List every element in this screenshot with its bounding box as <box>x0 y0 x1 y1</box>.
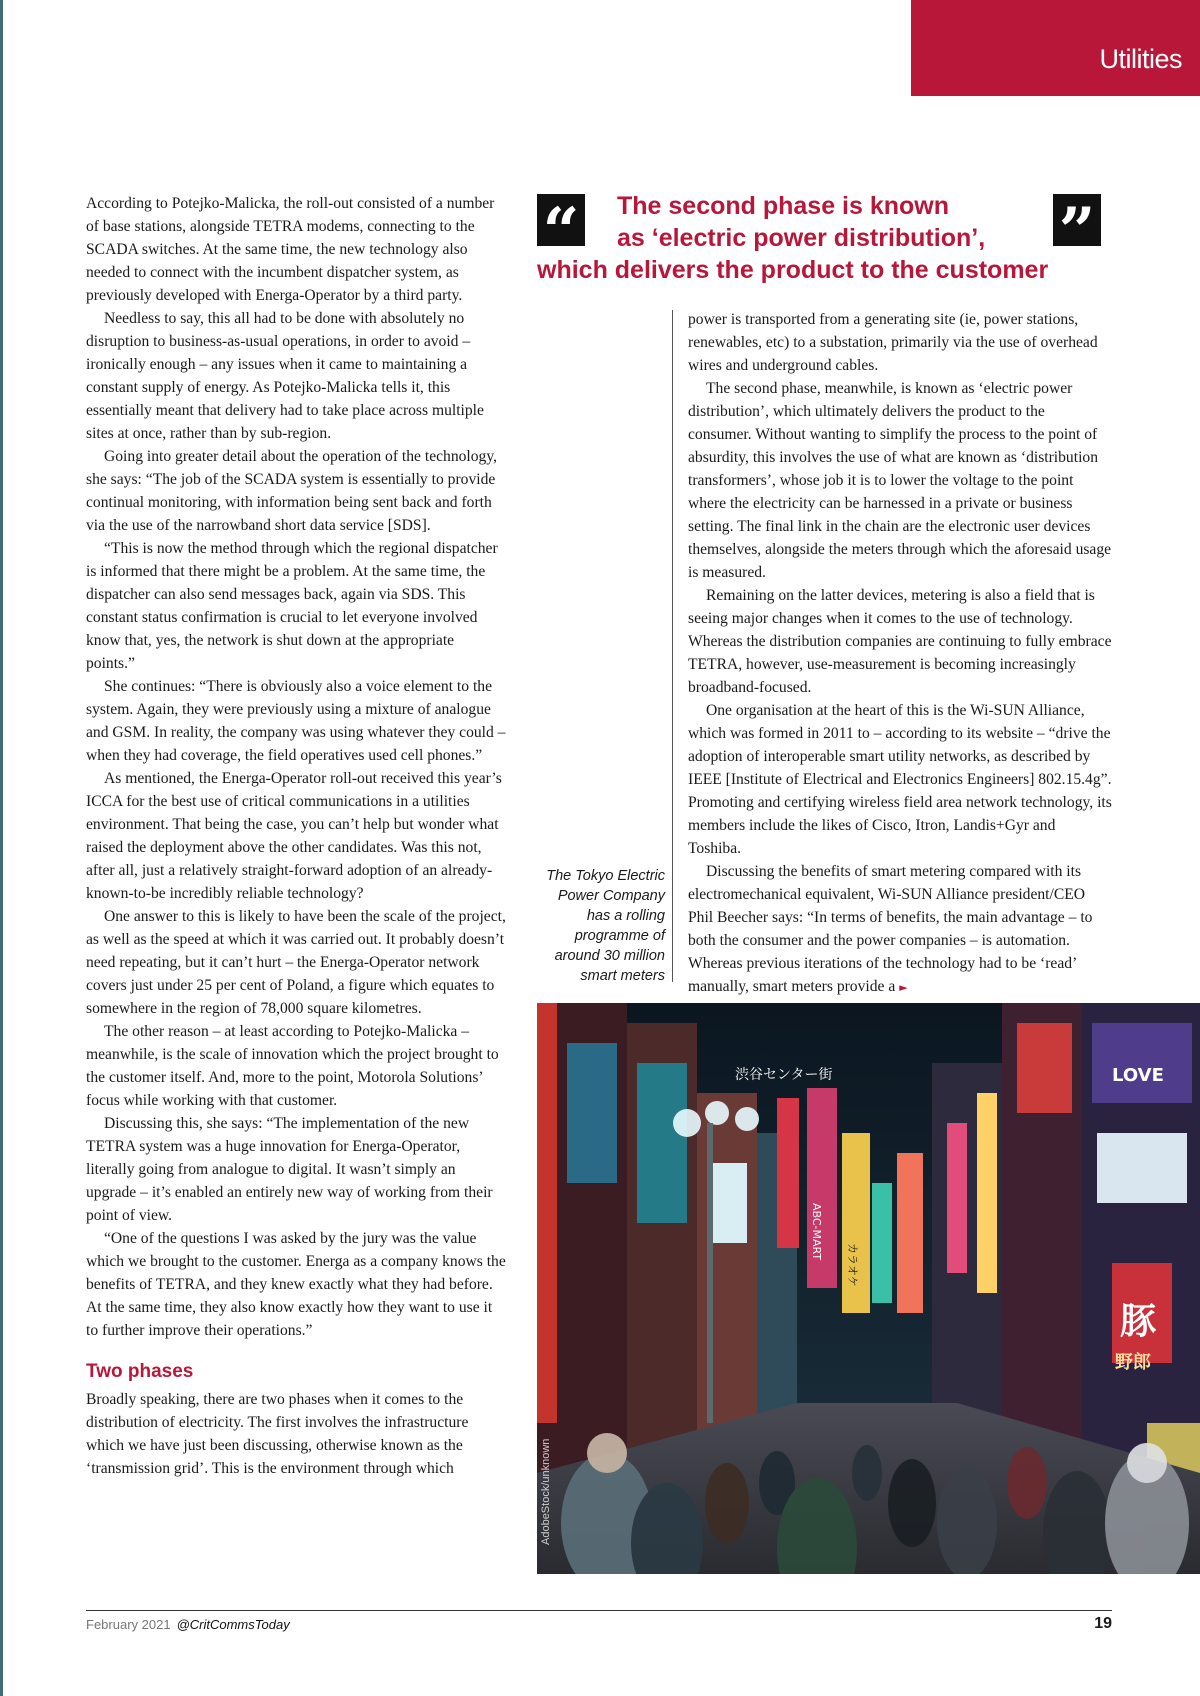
pull-quote <box>537 190 1109 290</box>
caption-divider <box>672 310 673 982</box>
twitter-handle[interactable]: @CritCommsToday <box>176 1617 290 1632</box>
paragraph <box>688 860 1112 999</box>
paragraph: Remaining on the latter devices, metering is also a field that is seeing major changes when it comes to the use of technology. Whereas the distribution companies are continuing to fully embrace TETRA, however, use-measurement is becoming increasingly broadband-focused. <box>688 587 1112 696</box>
paragraph: power is transported from a generating site (ie, power stations, renewables, etc) to a substation, primarily via the use of overhead wires and underground cables. <box>688 311 1098 374</box>
paragraph: According to Potejko-Malicka, the roll-out consisted of a number of base stations, alongside TETRA modems, connecting to the SCADA switches. At the same time, the new technology also needed to connect with the incumbent dispatcher system, as previously developed with Energa-Operator by a third party. <box>86 195 495 304</box>
paragraph: One answer to this is likely to have been the scale of the project, as well as the speed at which it was carried out. It probably doesn’t need repeating, but it can’t hurt – the Energa-Operator network covers just under 25 per cent of Poland, a figure which equates to somewhere in the region of 78,000 square kilometres. <box>86 908 506 1017</box>
sign-text: LOVE <box>1112 1065 1164 1086</box>
paragraph: Broadly speaking, there are two phases when it comes to the distribution of electricity. The first involves the infrastructure which we have just been discussing, otherwise known as the ‘transmission grid’. This is the environment through which <box>86 1391 469 1477</box>
page-number: 19 <box>1094 1615 1112 1632</box>
paragraph-text: Discussing the benefits of smart metering compared with its electromechanical equivalent, Wi-SUN Alliance president/CEO Phil Beecher says: “In terms of benefits, the main advantage – to both the consumer and the power companies – is automation. Whereas previous iterations of the technology had to be ‘read’ manually, smart meters provide a <box>688 863 1093 995</box>
subhead: Two phases <box>86 1361 194 1382</box>
sign-text: 野郎 <box>1115 1352 1151 1373</box>
paragraph: The other reason – at least according to Potejko-Malicka – meanwhile, is the scale of innovation which the project brought to the customer itself. And, more to the point, Motorola Solutions’ focus while working with that customer. <box>86 1023 499 1109</box>
issue-date: February 2021 <box>86 1617 171 1632</box>
section-label: Utilities <box>1099 44 1182 74</box>
paragraph: Discussing this, she says: “The implementation of the new TETRA system was a huge innovation for Energa-Operator, literally going from analogue to digital. It wasn’t simply an upgrade – it’s enabled an entirely new way of working from their point of view. <box>86 1115 493 1224</box>
section-tab <box>911 0 1200 96</box>
close-quote-icon: ” <box>1053 194 1101 246</box>
photo-credit: AdobeStock/unknown <box>540 1438 552 1545</box>
sign-text: 豚 <box>1120 1301 1157 1342</box>
pull-quote-line: as ‘electric power distribution’, <box>617 224 986 252</box>
paragraph: She continues: “There is obviously also a voice element to the system. Again, they were previously using a mixture of analogue and GSM. In reality, the company was using whatever they could – when they had coverage, the field operatives used cell phones.” <box>86 678 506 764</box>
right-column <box>688 308 1112 999</box>
photo-caption: The Tokyo Electric Power Company has a rolling programme of around 30 million smart meters <box>546 868 665 984</box>
pull-quote-line: which delivers the product to the customer <box>537 256 1049 284</box>
paragraph: Needless to say, this all had to be done with absolutely no disruption to business-as-usual operations, in order to avoid – ironically enough – any issues when it came to maintaining a constant supply of energy. As Potejko-Malicka tells it, this essentially meant that delivery had to take place across multiple sites at once, rather than by sub-region. <box>86 310 484 442</box>
paragraph: The second phase, meanwhile, is known as ‘electric power distribution’, which ultimately delivers the product to the consumer. Without wanting to simplify the process to the point of absurdity, this involves the use of what are known as ‘distribution transformers’, whose job it is to lower the voltage to the point where the electricity can be harnessed in a private or business setting. The final link in the chain are the electronic user devices themselves, alongside the meters through which the aforesaid usage is measured. <box>688 380 1112 581</box>
pull-quote-line: The second phase is known <box>617 192 950 220</box>
footer-rule <box>86 1610 1112 1611</box>
paragraph: Going into greater detail about the operation of the technology, she says: “The job of the SCADA system is essentially to provide continual monitoring, with information being sent back and forth via the use of the narrowband short data service [SDS]. <box>86 448 498 534</box>
left-column <box>86 192 506 1480</box>
street-photo-illustration <box>537 1003 1200 1574</box>
continue-arrow-icon: ► <box>899 981 908 994</box>
paragraph: “This is now the method through which the regional dispatcher is informed that there might be a problem. At the same time, the dispatcher can also send messages back, again via SDS. This constant status confirmation is crucial to let everyone involved know that, yes, the network is shut down at the appropriate points.” <box>86 540 498 672</box>
sign-text: カラオケ <box>846 1243 859 1287</box>
paragraph: “One of the questions I was asked by the jury was the value which we brought to the customer. Energa as a company knows the benefits of TETRA, and they knew exactly what they had before. At the same time, they also know exactly how they want to use it to further improve their operations.” <box>86 1230 506 1339</box>
paragraph: One organisation at the heart of this is the Wi-SUN Alliance, which was formed in 2011 to – according to its website – “drive the adoption of interoperable smart utility networks, as described by IEEE [Institute of Electrical and Electronics Engineers] 802.15.4g”. Promoting and certifying wireless field area network technology, its members include the likes of Cisco, Itron, Landis+Gyr and Toshiba. <box>688 702 1112 857</box>
street-photo <box>537 1003 1200 1574</box>
paragraph: As mentioned, the Energa-Operator roll-out received this year’s ICCA for the best use of critical communications in a utilities environment. That being the case, you can’t help but wonder what raised the deployment above the other candidates. Was this not, after all, just a relatively straight-forward adoption of an already-known-to-be incredibly reliable technology? <box>86 770 502 902</box>
page-edge-strip <box>0 0 3 1696</box>
sign-text: 渋谷センター街 <box>735 1067 833 1083</box>
open-quote-icon: “ <box>537 194 585 246</box>
footer-info <box>86 1617 290 1632</box>
sign-text: ABC-MART <box>810 1203 823 1261</box>
